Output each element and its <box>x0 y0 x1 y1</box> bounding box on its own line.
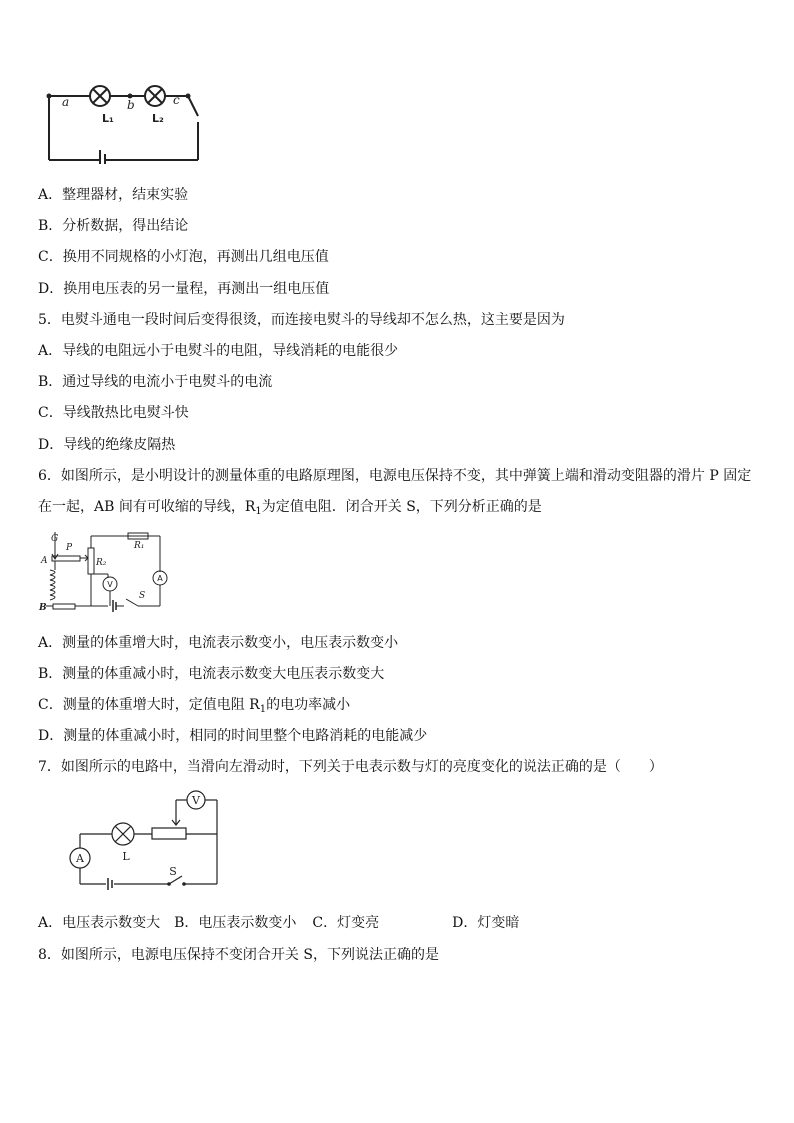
q6-option-d: D．测量的体重减小时，相同的时间里整个电路消耗的电能减少 <box>38 728 428 744</box>
q7-stem: 7．如图所示的电路中，当滑向左滑动时，下列关于电表示数与灯的亮度变化的说法正确的是（ ） <box>38 759 663 775</box>
label-l1: L₁ <box>102 112 114 125</box>
label-r2: R₂ <box>96 558 107 568</box>
q6-option-a: A．测量的体重增大时，电流表示数变小，电压表示数变小 <box>38 635 399 651</box>
voltmeter-label: V <box>107 580 113 589</box>
circuit-figure-q6 <box>38 528 188 620</box>
switch-s <box>126 599 138 606</box>
label-s: S <box>169 865 177 878</box>
q5-option-d: D．导线的绝缘皮隔热 <box>38 437 176 453</box>
circuit-figure-q7 <box>66 790 226 890</box>
rheostat <box>152 828 186 839</box>
q8-stem: 8．如图所示，电源电压保持不变闭合开关 S，下列说法正确的是 <box>38 947 439 963</box>
q5-option-a: A．导线的电阻远小于电熨斗的电阻，导线消耗的电能很少 <box>38 343 399 359</box>
label-r1: R₁ <box>134 541 145 551</box>
label-g: G <box>51 534 59 544</box>
voltmeter-label: V <box>192 794 200 807</box>
q7-option-d: D．灯变暗 <box>452 915 520 931</box>
q4-option-a: A．整理器材，结束实验 <box>38 187 189 203</box>
ammeter-label: A <box>76 852 84 865</box>
circuit-figure-q4 <box>40 84 210 164</box>
q6-stem: 6．如图所示，是小明设计的测量体重的电路原理图，电源电压保持不变，其中弹簧上端和滑动变阻器的滑片 P 固定在一起，AB 间有可收缩的导线，$R_1$为定值电阻．闭合开关 S，下列分析正确的是 <box>38 468 752 517</box>
q7-option-a: A．电压表示数变大 <box>38 915 161 931</box>
label-a: a <box>62 95 70 109</box>
q5-option-c: C．导线散热比电熨斗快 <box>38 405 189 421</box>
label-b: b <box>127 98 135 112</box>
q7-option-c: C．灯变亮 <box>312 915 380 931</box>
spring <box>50 570 55 600</box>
switch-lever <box>188 96 198 116</box>
label-s: S <box>139 591 146 601</box>
ammeter-label: A <box>157 574 163 583</box>
label-p: P <box>66 543 73 553</box>
label-l: L <box>122 850 130 863</box>
q5-option-b: B．通过导线的电流小于电熨斗的电流 <box>38 374 273 390</box>
q5-stem: 5．电熨斗通电一段时间后变得很烫，而连接电熨斗的导线却不怎么热，这主要是因为 <box>38 312 565 328</box>
label-l2: L₂ <box>152 112 164 125</box>
label-a-end: A <box>41 556 48 566</box>
q6-option-c: C．测量的体重增大时，定值电阻 $R_1$的电功率减小 <box>38 697 351 715</box>
q6-option-b: B．测量的体重减小时，电流表示数变大电压表示数变大 <box>38 666 385 682</box>
label-b-end: B <box>39 603 47 613</box>
q7-option-b: B．电压表示数变小 <box>174 915 297 931</box>
q4-option-d: D．换用电压表的另一量程，再测出一组电压值 <box>38 281 330 297</box>
q7-options <box>38 913 519 933</box>
q4-option-b: B．分析数据，得出结论 <box>38 218 189 234</box>
rheostat-r2 <box>88 548 94 574</box>
q4-option-c: C．换用不同规格的小灯泡，再测出几组电压值 <box>38 249 329 265</box>
label-c: c <box>173 93 180 107</box>
